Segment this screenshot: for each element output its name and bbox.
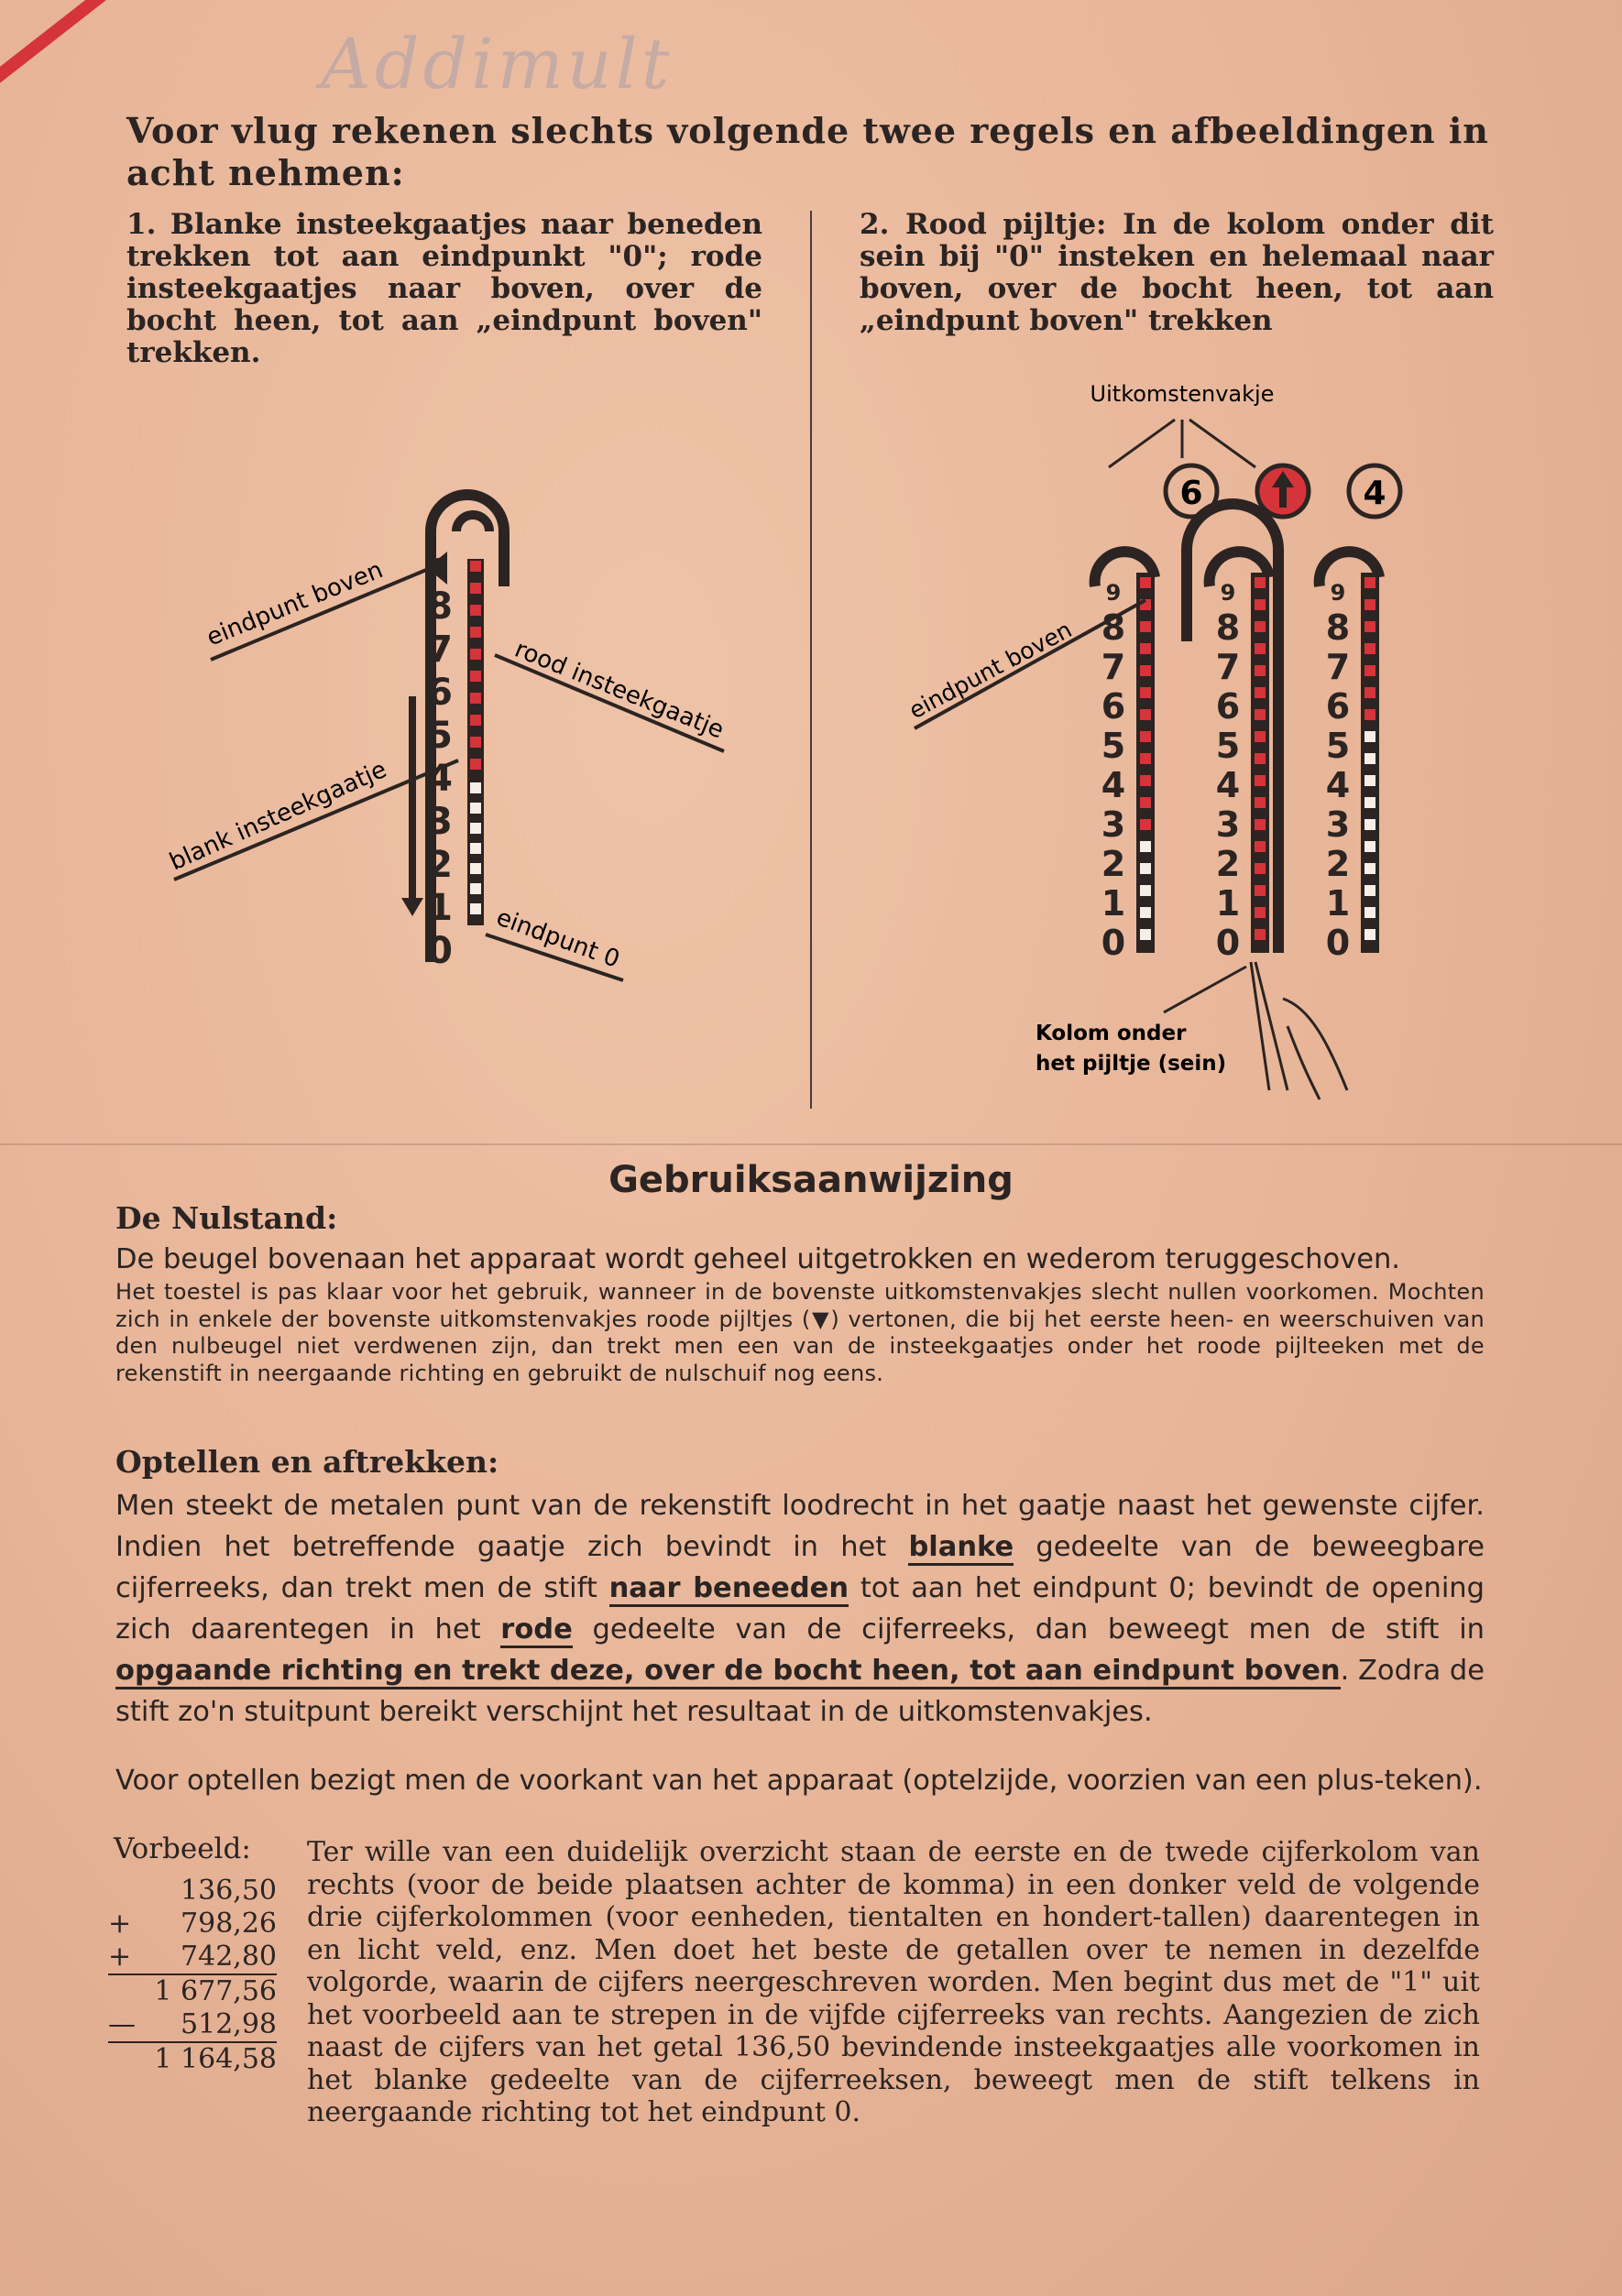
optellen-heading: Optellen en aftrekken: [115,1444,499,1480]
calc-row [108,1941,277,1973]
result-value-right: 4 [1363,475,1386,512]
red-hole [1140,687,1151,698]
calc-operator: + [108,1941,132,1973]
white-hole [1364,753,1375,764]
digit-8: 8 [1101,607,1126,648]
red-hole [1364,621,1375,632]
red-hole [1255,797,1266,808]
label-blank: blank insteekgaatje [165,755,391,877]
pointer-kolom [1164,967,1246,1012]
voorbeeld-label: Vorbeeld: [114,1832,251,1865]
calc-row [108,1973,277,2008]
digit-1: 1 [427,887,453,929]
red-hole [470,561,481,572]
white-hole [1364,863,1375,874]
red-hole [1255,731,1266,742]
white-hole [1140,863,1151,874]
label-kolom-1: Kolom onder [1036,1022,1187,1045]
rule-1: 1. Blanke insteekgaatjes naar beneden trekken tot aan eindpunkt "0"; rode insteekgaatjes naar boven, over de bocht heen, tot aan „eindpunt boven" trekken. [126,208,762,369]
nulstand-heading: De Nulstand: [115,1200,338,1236]
optellen-p1: Men steekt de metalen punt van de rekenstift loodrecht in het gaatje naast het gewenste cijfer. Indien het betreffende gaatje zich bevindt in het blanke gedeelte van de beweegbare cijferreeks, dan trekt men de stift naar beneeden tot aan het eindpunt 0; bevindt de opening zich daarentegen in het rode gedeelte van de cijferreeks, dan beweegt men de stift in opgaande richting en trekt deze, over de bocht heen, tot aan eindpunt boven. Zodra de stift zo'n stuitpunt bereikt verschijnt het resultaat in de uitkomstenvakjes. [115,1490,1485,1728]
red-hole [1255,841,1266,852]
digit-7: 7 [1325,647,1351,687]
red-hole [1255,929,1266,940]
calc-value: 136,50 [181,1875,277,1907]
digit-1: 1 [1325,883,1351,924]
white-hole [1364,885,1375,896]
white-hole [1140,929,1151,940]
red-hole [470,627,481,638]
red-hole [1255,687,1266,698]
red-hole [470,693,481,704]
red-hole [1140,643,1151,654]
red-hole [1364,599,1375,610]
white-hole [1364,819,1375,830]
digit-0: 0 [427,930,453,972]
red-hole [1255,621,1266,632]
digit-7: 7 [1215,647,1241,687]
digit-2: 2 [1215,844,1241,884]
label-rood: rood insteekgaatje [510,635,728,745]
pointer-uitkomst-right [1189,420,1255,467]
digit-5: 5 [1215,726,1241,766]
label-eindpunt-boven-2: eindpunt boven [904,616,1077,725]
hand-stylus-drawing [1251,962,1347,1099]
label-eindpunt-0: eindpunt 0 [492,903,624,974]
digit-0: 0 [1325,923,1351,963]
calc-row [108,1875,277,1908]
pencil-note: Addimult [321,23,674,104]
digit-2: 2 [427,844,453,886]
nulstand-p1: De beugel bovenaan het apparaat wordt geheel uitgetrokken en wederom teruggeschoven. [115,1243,1401,1275]
digit-5: 5 [427,715,453,757]
red-hole [1364,643,1375,654]
red-hole [1255,863,1266,874]
digit-8: 8 [427,585,453,628]
red-hole [1255,709,1266,720]
red-hole [1140,753,1151,764]
pointer-uitkomst-left [1109,420,1175,467]
red-hole [1140,709,1151,720]
figure-1-diagram [156,476,779,1008]
optellen-p2: Voor optellen bezigt men de voorkant van het apparaat (optelzijde, voorzien van een plus-teken). [115,1765,1483,1797]
section-heading: Gebruiksaanwijzing [608,1159,1014,1201]
digit-0: 0 [1215,923,1241,963]
page-title: Voor vlug rekenen slechts volgende twee regels en afbeeldingen in acht nehmen: [126,110,1489,193]
red-hole [470,649,481,660]
white-hole [470,883,481,894]
emph-naar-beneeden: naar beneeden [609,1572,849,1607]
digit-3: 3 [1325,804,1351,845]
white-hole [1364,731,1375,742]
digit-4: 4 [1101,765,1126,805]
digit-3: 3 [1101,804,1126,845]
hook-inner [456,515,489,531]
digit-3: 3 [1215,804,1241,845]
white-hole [470,782,481,793]
red-hole [470,737,481,748]
emph-rode: rode [500,1613,573,1648]
label-kolom-2: het pijltje (sein) [1036,1052,1227,1076]
digit-3: 3 [427,801,453,843]
white-hole [1140,885,1151,896]
calc-value: 742,80 [181,1941,277,1973]
red-hole [470,715,481,726]
calc-row [108,2041,277,2076]
digit-5: 5 [1101,726,1126,766]
red-hole [1255,775,1266,786]
down-arrow-head [401,898,423,916]
red-hole [1255,643,1266,654]
white-hole [1364,929,1375,940]
digit-4: 4 [427,758,453,800]
digit-5: 5 [1325,726,1351,766]
digit-1: 1 [1215,883,1241,924]
red-hole [470,605,481,616]
emph-opgaande: opgaande richting en trekt deze, over de bocht heen, tot aan eindpunt boven [115,1655,1341,1689]
red-hole [470,671,481,682]
digit-6: 6 [427,672,453,714]
digit-column-2 [1210,552,1269,963]
red-hole [470,759,481,770]
red-hole [1140,665,1151,676]
white-hole [1140,907,1151,918]
red-hole [1255,819,1266,830]
voorbeeld-text: Ter wille van een duidelijk overzicht staan de eerste en de twede cijferkolom van rechts (voor de beide plaatsen achter de komma) in een donker veld de volgende drie cijferkolommen (voor eenheden, tientalten en hondert-tallen) daarentegen in en licht veld, enz. Men doet het beste de getallen over te nemen in dezelfde volgorde, waarin de cijfers neergeschreven worden. Men begint dus met de "1" uit het voorbeeld aan te strepen in de vijfde cijferreeks van rechts. Aangezien de zich naast de cijfers van het getal 136,50 bevindende insteekgaatjes alle voorkomen in het blanke gedeelte van de cijferreeksen, beweegt men de stift telkens in neergaande richting tot het eindpunt 0. [307,1836,1480,2128]
digit-6: 6 [1325,686,1351,727]
digit-2: 2 [1101,844,1126,884]
calc-value: 1 677,56 [154,1975,277,2007]
white-hole [470,823,481,834]
result-value-left: 6 [1179,475,1203,512]
red-hole [1255,885,1266,896]
emph-blanke: blanke [908,1531,1014,1566]
white-hole [1364,797,1375,808]
red-hole [1364,687,1375,698]
digit-0: 0 [1101,923,1126,963]
nulstand-p2: Het toestel is pas klaar voor het gebruik, wanneer in de bovenste uitkomstenvakjes slecht nullen voorkomen. Mochten zich in enkele der bovenste uitkomstenvakjes roode pijltjes (▼) vertonen, die bij het eerste heen- en weerschuiven van den nulbeugel niet verdwenen zijn, dan trekt men een van de insteekgaatjes onder het roode pijlteeken met de rekenstift in neergaande richting en gebruikt de nulschuif nog eens. [115,1279,1485,1386]
red-hole [1140,775,1151,786]
white-hole [470,803,481,814]
digit-2: 2 [1325,844,1351,884]
calc-row [108,2008,277,2041]
white-hole [1364,775,1375,786]
label-eindpunt-boven: eindpunt boven [203,556,388,652]
red-hole [1140,797,1151,808]
digit-1: 1 [1101,883,1126,924]
white-hole [470,903,481,914]
digit-9: 9 [431,554,449,582]
calc-row [108,1908,277,1941]
digit-9: 9 [1105,580,1122,606]
figure-2-diagram [880,366,1503,1118]
white-hole [470,843,481,854]
digit-4: 4 [1215,765,1241,805]
red-hole [1255,599,1266,610]
red-hole [1364,709,1375,720]
calc-value: 512,98 [181,2008,277,2040]
digit-6: 6 [1215,686,1241,727]
digit-4: 4 [1325,765,1351,805]
fold-line [0,1143,1622,1145]
red-hole [1364,577,1375,588]
calc-value: 798,26 [181,1908,277,1940]
label-uitkomstenvakje: Uitkomstenvakje [1090,381,1275,407]
calc-operator: + [108,1908,132,1940]
voorbeeld-calculation [108,1875,277,2076]
digit-column-3 [1320,552,1379,963]
digit-8: 8 [1325,607,1351,648]
white-segment [467,779,484,925]
digit-6: 6 [1101,686,1126,727]
digit-7: 7 [427,629,453,671]
red-hole [1255,753,1266,764]
digit-7: 7 [1101,647,1126,687]
digit-8: 8 [1215,607,1241,648]
red-hole [470,583,481,594]
red-hole [1140,621,1151,632]
red-corner-stripe [0,0,148,92]
rule-2: 2. Rood pijltje: In de kolom onder dit sein bij "0" insteken en helemaal naar boven, over de bocht heen, tot aan „eindpunt boven" trekken [860,208,1494,337]
column-divider [810,211,812,1109]
red-hole [1140,819,1151,830]
digit-9: 9 [1220,580,1236,606]
red-hole [1255,907,1266,918]
white-hole [1364,841,1375,852]
red-hole [1255,665,1266,676]
red-hole [1255,577,1266,588]
red-hole [1364,665,1375,676]
red-hole [1140,731,1151,742]
digit-9: 9 [1330,580,1346,606]
red-hole [1140,577,1151,588]
white-hole [1364,907,1375,918]
calc-value: 1 164,58 [154,2043,277,2075]
white-hole [470,863,481,874]
white-hole [1140,841,1151,852]
calc-operator: — [108,2008,136,2040]
